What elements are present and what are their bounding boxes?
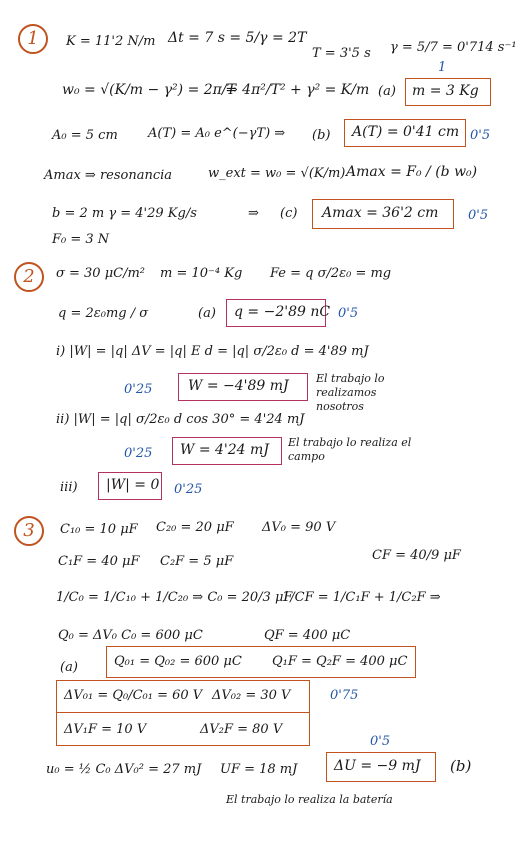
- note-3b: El trabajo lo realiza la batería: [226, 793, 393, 806]
- answer-1b: A(T) = 0'41 cm: [352, 124, 460, 140]
- problem-2-number: 2: [14, 262, 44, 292]
- initial-voltage: ΔV₀ = 90 V: [262, 520, 336, 535]
- voltage-v1f: ΔV₁F = 10 V: [64, 722, 147, 737]
- voltage-box-divider: [56, 712, 310, 713]
- answer-2a: q = −2'89 nC: [234, 304, 331, 320]
- capacitor-c1f: C₁F = 40 μF: [58, 554, 140, 569]
- score-2ii: 0'25: [124, 446, 153, 461]
- part-3b-label: (b): [450, 757, 472, 775]
- capacitor-c10: C₁₀ = 10 μF: [60, 522, 138, 537]
- spring-constant: K = 11'2 N/m: [66, 34, 156, 49]
- work-iii-label: iii): [60, 480, 78, 495]
- initial-charges: Q₀₁ = Q₀₂ = 600 μC: [114, 654, 242, 669]
- answer-2i: W = −4'89 mJ: [188, 378, 289, 394]
- initial-energy: u₀ = ½ C₀ ΔV₀² = 27 mJ: [46, 762, 202, 777]
- mass-value: m = 10⁻⁴ Kg: [160, 266, 243, 281]
- damping-value: γ = 5/7 = 0'714 s⁻¹: [390, 40, 517, 55]
- score-1c: 0'5: [468, 208, 489, 223]
- voltage-v02: ΔV₀₂ = 30 V: [212, 688, 291, 703]
- period-value: T = 3'5 s: [312, 46, 371, 61]
- part-c-label: (c): [280, 206, 298, 221]
- answer-1c: Amax = 36'2 cm: [322, 205, 439, 221]
- max-amplitude-eq: Amax = F₀ / (b w₀): [346, 164, 478, 180]
- score-2i: 0'25: [124, 382, 153, 397]
- score-1b: 0'5: [470, 128, 491, 143]
- problem-1-number: 1: [18, 24, 48, 54]
- final-charge: QF = 400 μC: [264, 628, 351, 643]
- answer-1a: m = 3 Kg: [412, 83, 479, 99]
- note-2ii: El trabajo lo realiza el campo: [288, 436, 412, 463]
- charge-formula: q = 2ε₀mg / σ: [58, 306, 149, 321]
- work-i-equation: i) |W| = |q| ΔV = |q| E d = |q| σ/2ε₀ d = 4'89 mJ: [56, 344, 369, 359]
- part-2a-label: (a): [198, 306, 216, 321]
- part-3a-label: (a): [60, 660, 78, 675]
- final-energy: UF = 18 mJ: [220, 762, 298, 777]
- score-2a: 0'5: [338, 306, 359, 321]
- series-c0-eq: 1/C₀ = 1/C₁₀ + 1/C₂₀ ⇒ C₀ = 20/3 μF: [56, 590, 293, 605]
- score-3a-1: 0'75: [330, 688, 359, 703]
- capacitance-cf: CF = 40/9 μF: [372, 548, 461, 563]
- answer-2ii: W = 4'24 mJ: [180, 442, 269, 458]
- driving-force: F₀ = 3 N: [52, 232, 110, 247]
- amplitude-decay-eq: A(T) = A₀ e^(−γT) ⇒: [148, 126, 286, 141]
- answer-3b: ΔU = −9 mJ: [334, 758, 421, 774]
- score-1a: 1: [438, 60, 447, 75]
- final-charges: Q₁F = Q₂F = 400 μC: [272, 654, 408, 669]
- score-2iii: 0'25: [174, 482, 203, 497]
- series-cf-eq: 1/CF = 1/C₁F + 1/C₂F ⇒: [282, 590, 441, 605]
- implies-arrow: ⇒: [248, 206, 259, 221]
- voltage-v01: ΔV₀₁ = Q₀/C₀₁ = 60 V: [64, 688, 203, 703]
- angular-frequency-eq: w₀ = √(K/m − γ²) = 2π/T: [62, 82, 236, 98]
- damping-coefficient: b = 2 m γ = 4'29 Kg/s: [52, 206, 197, 221]
- frequency-relation: ⇒ 4π²/T² + γ² = K/m: [226, 82, 370, 98]
- resonance-note: Amax ⇒ resonancia: [44, 168, 173, 183]
- work-ii-equation: ii) |W| = |q| σ/2ε₀ d cos 30° = 4'24 mJ: [56, 412, 305, 427]
- external-frequency-eq: w_ext = w₀ = √(K/m): [208, 166, 346, 181]
- voltage-v2f: ΔV₂F = 80 V: [200, 722, 283, 737]
- surface-charge: σ = 30 μC/m²: [56, 266, 146, 281]
- capacitor-c2f: C₂F = 5 μF: [160, 554, 234, 569]
- answer-2iii: |W| = 0: [106, 477, 160, 493]
- part-b-label: (b): [312, 128, 331, 143]
- capacitor-c20: C₂₀ = 20 μF: [156, 520, 234, 535]
- initial-charge: Q₀ = ΔV₀ C₀ = 600 μC: [58, 628, 203, 643]
- force-balance-eq: Fe = q σ/2ε₀ = mg: [270, 266, 392, 281]
- note-2i: El trabajo lo realizamos nosotros: [316, 372, 385, 413]
- score-3a-2: 0'5: [370, 734, 391, 749]
- initial-amplitude: A₀ = 5 cm: [52, 128, 118, 143]
- part-a-label: (a): [378, 84, 396, 99]
- time-interval: Δt = 7 s = 5/γ = 2T: [168, 30, 307, 46]
- problem-3-number: 3: [14, 516, 44, 546]
